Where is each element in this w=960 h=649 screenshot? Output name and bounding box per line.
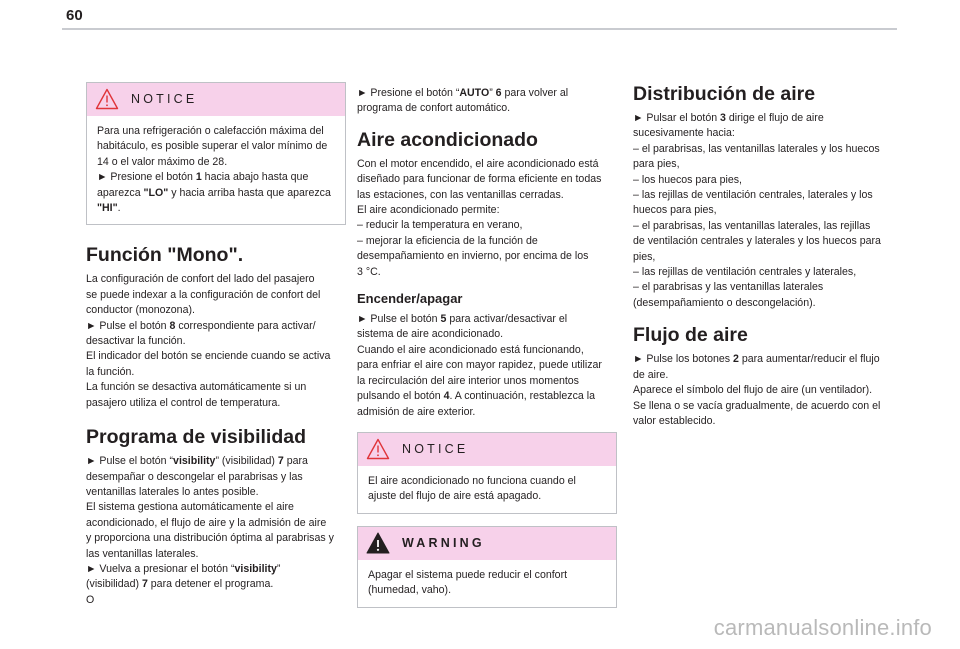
text-line: La función se desactiva automáticamente si un (86, 381, 307, 394)
watermark: carmanualsonline.info (713, 615, 932, 640)
text-line: programa de confort automático. (357, 102, 511, 115)
text-line: Aparece el símbolo del flujo de aire (un ventilador). (633, 384, 873, 397)
text-line: ► Presione el botón 1 hacia abajo hasta que (97, 171, 309, 184)
text-line: ajuste del flujo de aire está apagado. (368, 490, 542, 503)
text-line: Con el motor encendido, el aire acondicionado está (357, 157, 599, 170)
text-line: – reducir la temperatura en verano, (357, 219, 523, 232)
text-line: para enfriar el aire con mayor rapidez, puede utilizar (357, 359, 602, 372)
text-line: las ventanillas laterales. (86, 547, 199, 560)
text-line: ► Presione el botón “AUTO” 6 para volver al (357, 87, 569, 99)
notice-header (87, 83, 345, 116)
text-line: Apagar el sistema puede reducir el confort (368, 568, 568, 581)
text-line: 3 °C. (357, 265, 381, 278)
column-1 (86, 82, 346, 608)
text-line: se puede indexar a la configuración de confort del (86, 288, 321, 301)
text-line: Cuando el aire acondicionado está funcionando, (357, 343, 584, 356)
text-line: ► Pulse los botones 2 para aumentar/reducir el flujo (633, 353, 880, 366)
text-line: y proporciona una distribución óptima al parabrisas y (86, 532, 334, 545)
text-line: (visibilidad) 7 para detener el programa. (86, 578, 274, 591)
text-line: ► Pulse el botón 8 correspondiente para activar/ (86, 319, 316, 332)
text-line: – el parabrisas y las ventanillas laterales (633, 281, 824, 294)
text-line: desempañamiento en invierno, por encima de los (357, 250, 589, 263)
text-line: 14 o el valor máximo de 28. (97, 155, 228, 168)
text-line: las estaciones, con las ventanillas cerradas. (357, 188, 564, 201)
text-line: – las rejillas de ventilación centrales y laterales, (633, 266, 857, 279)
warning-box (357, 526, 617, 608)
text-line: pasajero utiliza el control de temperatura. (86, 396, 281, 409)
text-line: Se llena o se vacía gradualmente, de acuerdo con el (633, 399, 881, 412)
heading-visibility: Programa de visibilidad (86, 426, 306, 449)
text-line: pulsando el botón 4. A continuación, restablezca la (357, 390, 595, 403)
text-line: para pies, (633, 158, 680, 171)
text-line: – el parabrisas, las ventanillas laterales, las rejillas (633, 219, 871, 232)
warning-triangle-outline-icon (95, 88, 119, 110)
text-line: la recirculación del aire interior unos momentos (357, 374, 579, 387)
text-line: – los huecos para pies, (633, 173, 742, 186)
text-line: (humedad, vaho). (368, 584, 452, 597)
column-3 (633, 82, 893, 429)
warning-header (358, 527, 616, 560)
text-line: Para una refrigeración o calefacción máxima del (97, 125, 324, 137)
header-rule (62, 28, 897, 30)
text-line: valor establecido. (633, 414, 716, 427)
notice-box-comfort (86, 82, 346, 225)
text-line: sucesivamente hacia: (633, 127, 735, 140)
text-line: de aire. (633, 368, 669, 381)
warning-body (358, 560, 616, 607)
text-line: diseñado para funcionar de forma eficiente en todas (357, 173, 602, 186)
heading-on-off: Encender/apagar (357, 291, 463, 307)
text-line: La configuración de confort del lado del pasajero (86, 273, 315, 286)
text-line: El indicador del botón se enciende cuando se activa (86, 350, 331, 363)
text-line: ► Pulse el botón “visibility” (visibilidad) 7 para (86, 455, 308, 468)
text-line: ► Vuelva a presionar el botón “visibility” (86, 562, 281, 575)
notice-header (358, 433, 616, 466)
text-line: ► Pulsar el botón 3 dirige el flujo de aire (633, 112, 824, 124)
text-line: desempañar o descongelar el parabrisas y las (86, 470, 303, 483)
text-line: aparezca "LO" y hacia arriba hasta que aparezca (97, 186, 331, 199)
text-line: pies, (633, 250, 656, 263)
warning-triangle-outline-icon (366, 438, 390, 460)
text-line: – las rejillas de ventilación centrales, laterales y los (633, 189, 873, 202)
page-number: 60 (66, 7, 83, 24)
text-line: El sistema gestiona automáticamente el aire (86, 501, 294, 514)
column-2 (357, 86, 617, 608)
text-line: conductor (monozona). (86, 304, 195, 317)
text-line: ► Pulse el botón 5 para activar/desactivar el (357, 313, 568, 326)
text-line: – el parabrisas, las ventanillas laterales y los huecos (633, 142, 880, 155)
text-line: habitáculo, es posible superar el valor mínimo de (97, 140, 328, 153)
text-line: desactivar la función. (86, 335, 186, 348)
text-line: sistema de aire acondicionado. (357, 328, 504, 341)
notice-box-ac (357, 432, 617, 514)
text-line: "HI". (97, 202, 121, 215)
text-line: El aire acondicionado permite: (357, 204, 500, 217)
text-line: huecos para pies, (633, 204, 717, 217)
text-line: la función. (86, 365, 135, 378)
warning-triangle-filled-icon (366, 532, 390, 554)
heading-mono: Función "Mono". (86, 244, 244, 267)
text-line: admisión de aire exterior. (357, 405, 476, 418)
heading-air-flow: Flujo de aire (633, 324, 748, 347)
warning-title: WARNING (402, 535, 485, 550)
heading-distribution: Distribución de aire (633, 83, 816, 105)
text-line: (desempañamiento o descongelación). (633, 296, 816, 309)
heading-air-conditioning: Aire acondicionado (357, 128, 538, 151)
notice-title: NOTICE (402, 441, 469, 456)
text-line: O (86, 593, 95, 606)
text-line: – mejorar la eficiencia de la función de (357, 234, 538, 247)
text-line: acondicionado, el flujo de aire y la admisión de aire (86, 516, 327, 529)
text-line: ventanillas laterales lo antes posible. (86, 485, 259, 498)
notice-body (87, 116, 345, 224)
text-line: El aire acondicionado no funciona cuando el (368, 474, 576, 487)
notice-body (358, 466, 616, 513)
text-line: de ventilación centrales y laterales y los huecos para (633, 235, 881, 248)
notice-title: NOTICE (131, 92, 198, 106)
